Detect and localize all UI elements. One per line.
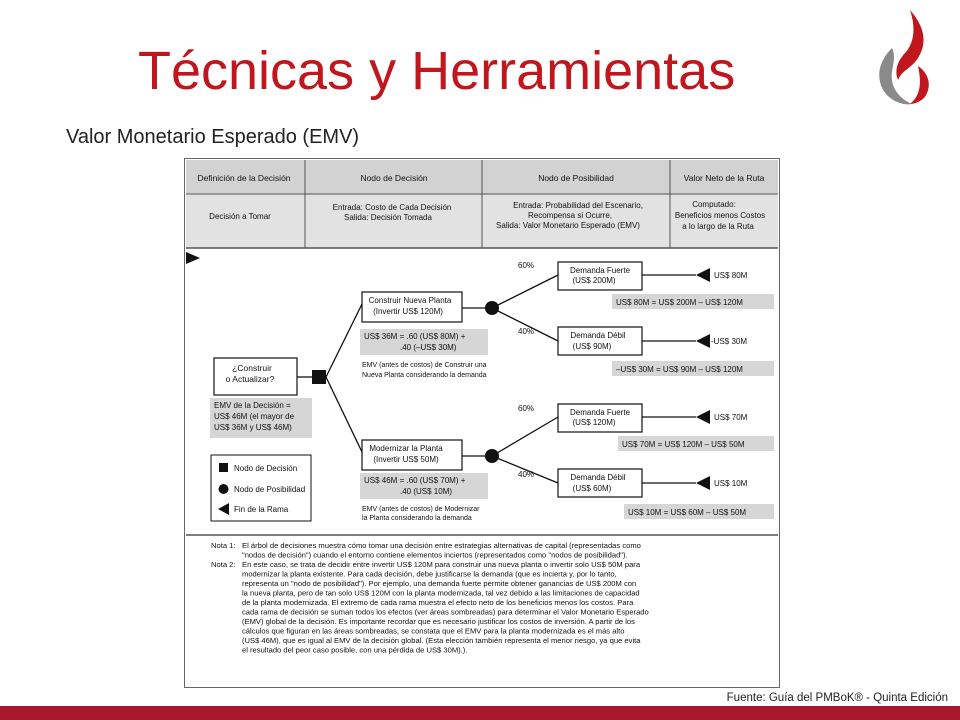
b2-o1-value: US$ 70M (714, 413, 748, 422)
b2-o2-line2: (US$ 60M) (572, 484, 612, 493)
branch-2-note-line1: EMV (antes de costos) de Modernizar (362, 506, 480, 513)
note1-label: Nota 1: (211, 541, 236, 550)
b2-o1-line2: (US$ 120M) (572, 418, 616, 427)
branch-1-calc-line2: .40 (–US$ 30M) (400, 343, 457, 352)
branch-1-line1: Construir Nueva Planta (368, 296, 452, 305)
header-cell-2a: Entrada: Costo de Cada Decisión (332, 203, 452, 212)
branch-2-note-line2: la Planta considerando la demanda (362, 515, 472, 522)
b2-o2-calc: US$ 10M = US$ 60M – US$ 50M (628, 508, 747, 517)
header-cell-2b: Salida: Decisión Tomada (344, 213, 432, 222)
root-emv-line3: US$ 36M y US$ 46M) (214, 423, 292, 432)
header-col-1: Definición de la Decisión (197, 173, 291, 183)
header-cell-1: Decisión a Tomar (209, 212, 271, 221)
note2-line1: En este caso, se trata de decidir entre invertir US$ 120M para construir una nueva planta o invertir solo US$ 50M para (242, 560, 641, 569)
note1-line1: El árbol de decisiones muestra cómo tomar una decisión entre estrategias alternativas de capital (representadas como (242, 541, 641, 550)
b1-o1-prob: 60% (518, 261, 535, 270)
b1-o1-value: US$ 80M (714, 271, 748, 280)
chance-node-icon (485, 301, 499, 315)
note2-line7: (EMV) global de la decisión. Es importante recordar que es necesario justificar los costos de inversión. A partir de los (242, 617, 635, 626)
source-caption: Fuente: Guía del PMBoK® - Quinta Edición (726, 692, 948, 704)
root-decision-line1: ¿Construir (232, 363, 272, 373)
note2-line6: cada rama de decisión se suman todos los efectos (ver áreas sombreadas) para determinar el Valor Monetario Esperado (242, 607, 649, 617)
notes-section (211, 541, 649, 655)
note2-line5: de la planta modernizada. El extremo de cada rama muestra el efecto neto de los beneficios menos los costos. Para (242, 598, 634, 607)
branch-2-calc-line2: .40 (US$ 10M) (400, 487, 453, 496)
chance-node-icon (485, 449, 499, 463)
b1-o1-line2: (US$ 200M) (572, 276, 616, 285)
branch-1-note-line2: Nueva Planta considerando la demanda (362, 372, 487, 379)
b2-o1-line1: Demanda Fuerte (569, 408, 631, 417)
note2-line10: el resultado del peor caso posible, con una pérdida de US$ 30M).). (242, 645, 468, 655)
b2-o1-calc: US$ 70M = US$ 120M – US$ 50M (622, 440, 745, 449)
branch-1-line2: (Invertir US$ 120M) (373, 307, 443, 316)
legend-label-2: Nodo de Posibilidad (234, 485, 306, 494)
decision-node-icon (312, 370, 326, 384)
note2-label: Nota 2: (211, 560, 236, 569)
b2-o2-line1: Demanda Débil (570, 473, 626, 482)
header-cell-3c: Salida: Valor Monetario Esperado (EMV) (496, 221, 640, 230)
header-col-2: Nodo de Decisión (360, 173, 428, 183)
slide-title: Técnicas y Herramientas (138, 41, 736, 101)
header-cell-4a: Computado: (692, 200, 736, 209)
decision-tree-figure (184, 158, 780, 688)
b1-o2-line2: (US$ 90M) (572, 342, 612, 351)
legend (211, 455, 311, 521)
branch-1-calc-line1: US$ 36M = .60 (US$ 80M) + (364, 332, 466, 341)
b1-o1-line1: Demanda Fuerte (569, 266, 631, 275)
note2-line8: cálculos que figuran en las áreas sombreadas, se constata que el EMV para la planta modernizada es el más alto (242, 626, 625, 636)
note1-line2: "nodos de decisión") cuando el entorno contiene elementos inciertos (representados como "nodos de posibilidad"). (242, 550, 628, 560)
note2-line9: (US$ 46M), que es igual al EMV de la decisión global. (Esta elección también representa el menor riesgo, ya que evita (242, 636, 641, 645)
header-cell-3a: Entrada: Probabilidad del Escenario, (513, 201, 643, 210)
note2-line3: representa un "nodo de posibilidad"). Por ejemplo, una demanda fuerte permite obtener ganancias de US$ 200M con (242, 579, 637, 588)
b1-o2-value: -US$ 30M (711, 337, 748, 346)
slide-subtitle: Valor Monetario Esperado (EMV) (66, 126, 360, 148)
header-col-4: Valor Neto de la Ruta (683, 173, 765, 183)
legend-label-3: Fin de la Rama (234, 505, 289, 514)
header-col-3: Nodo de Posibilidad (538, 173, 614, 183)
branch-2-line1: Modernizar la Planta (369, 444, 443, 453)
note2-line2: modernizar la planta existente. Para cada decisión, debe justificarse la demanda (que es incierta y, por lo tanto, (242, 569, 617, 579)
b2-o1-prob: 60% (518, 404, 535, 413)
root-decision-line2: o Actualizar? (225, 374, 275, 384)
bottom-bar (0, 706, 960, 720)
b1-o1-calc: US$ 80M = US$ 200M – US$ 120M (616, 298, 743, 307)
branch-1-note-line1: EMV (antes de costos) de Construir una (362, 362, 487, 369)
header-cell-3b: Recompensa si Ocurre, (527, 211, 613, 220)
b2-o2-value: US$ 10M (714, 479, 748, 488)
header-cell-4b: Beneficios menos Costos (674, 211, 766, 220)
legend-decision-node-icon (219, 463, 228, 472)
legend-chance-node-icon (219, 484, 229, 494)
root-emv-line2: US$ 46M (el mayor de (214, 412, 295, 421)
b1-o2-calc: –US$ 30M = US$ 90M – US$ 120M (616, 365, 743, 374)
header-cell-4c: a lo largo de la Ruta (682, 222, 754, 231)
legend-label-1: Nodo de Decisión (234, 464, 298, 473)
header-table (186, 160, 778, 248)
flame-logo-icon (872, 8, 936, 108)
note2-line4: la nueva planta, pero de tan solo US$ 120M con la planta modernizada, tal vez debido a las limitaciones de capacidad (242, 588, 640, 598)
branch-2-line2: (Invertir US$ 50M) (373, 455, 439, 464)
branch-2-calc-line1: US$ 46M = .60 (US$ 70M) + (364, 476, 466, 485)
b1-o2-prob: 40% (518, 327, 535, 336)
b1-o2-line1: Demanda Débil (570, 331, 626, 340)
root-emv-line1: EMV de la Decisión = (214, 401, 291, 410)
b2-o2-prob: 40% (518, 470, 535, 479)
